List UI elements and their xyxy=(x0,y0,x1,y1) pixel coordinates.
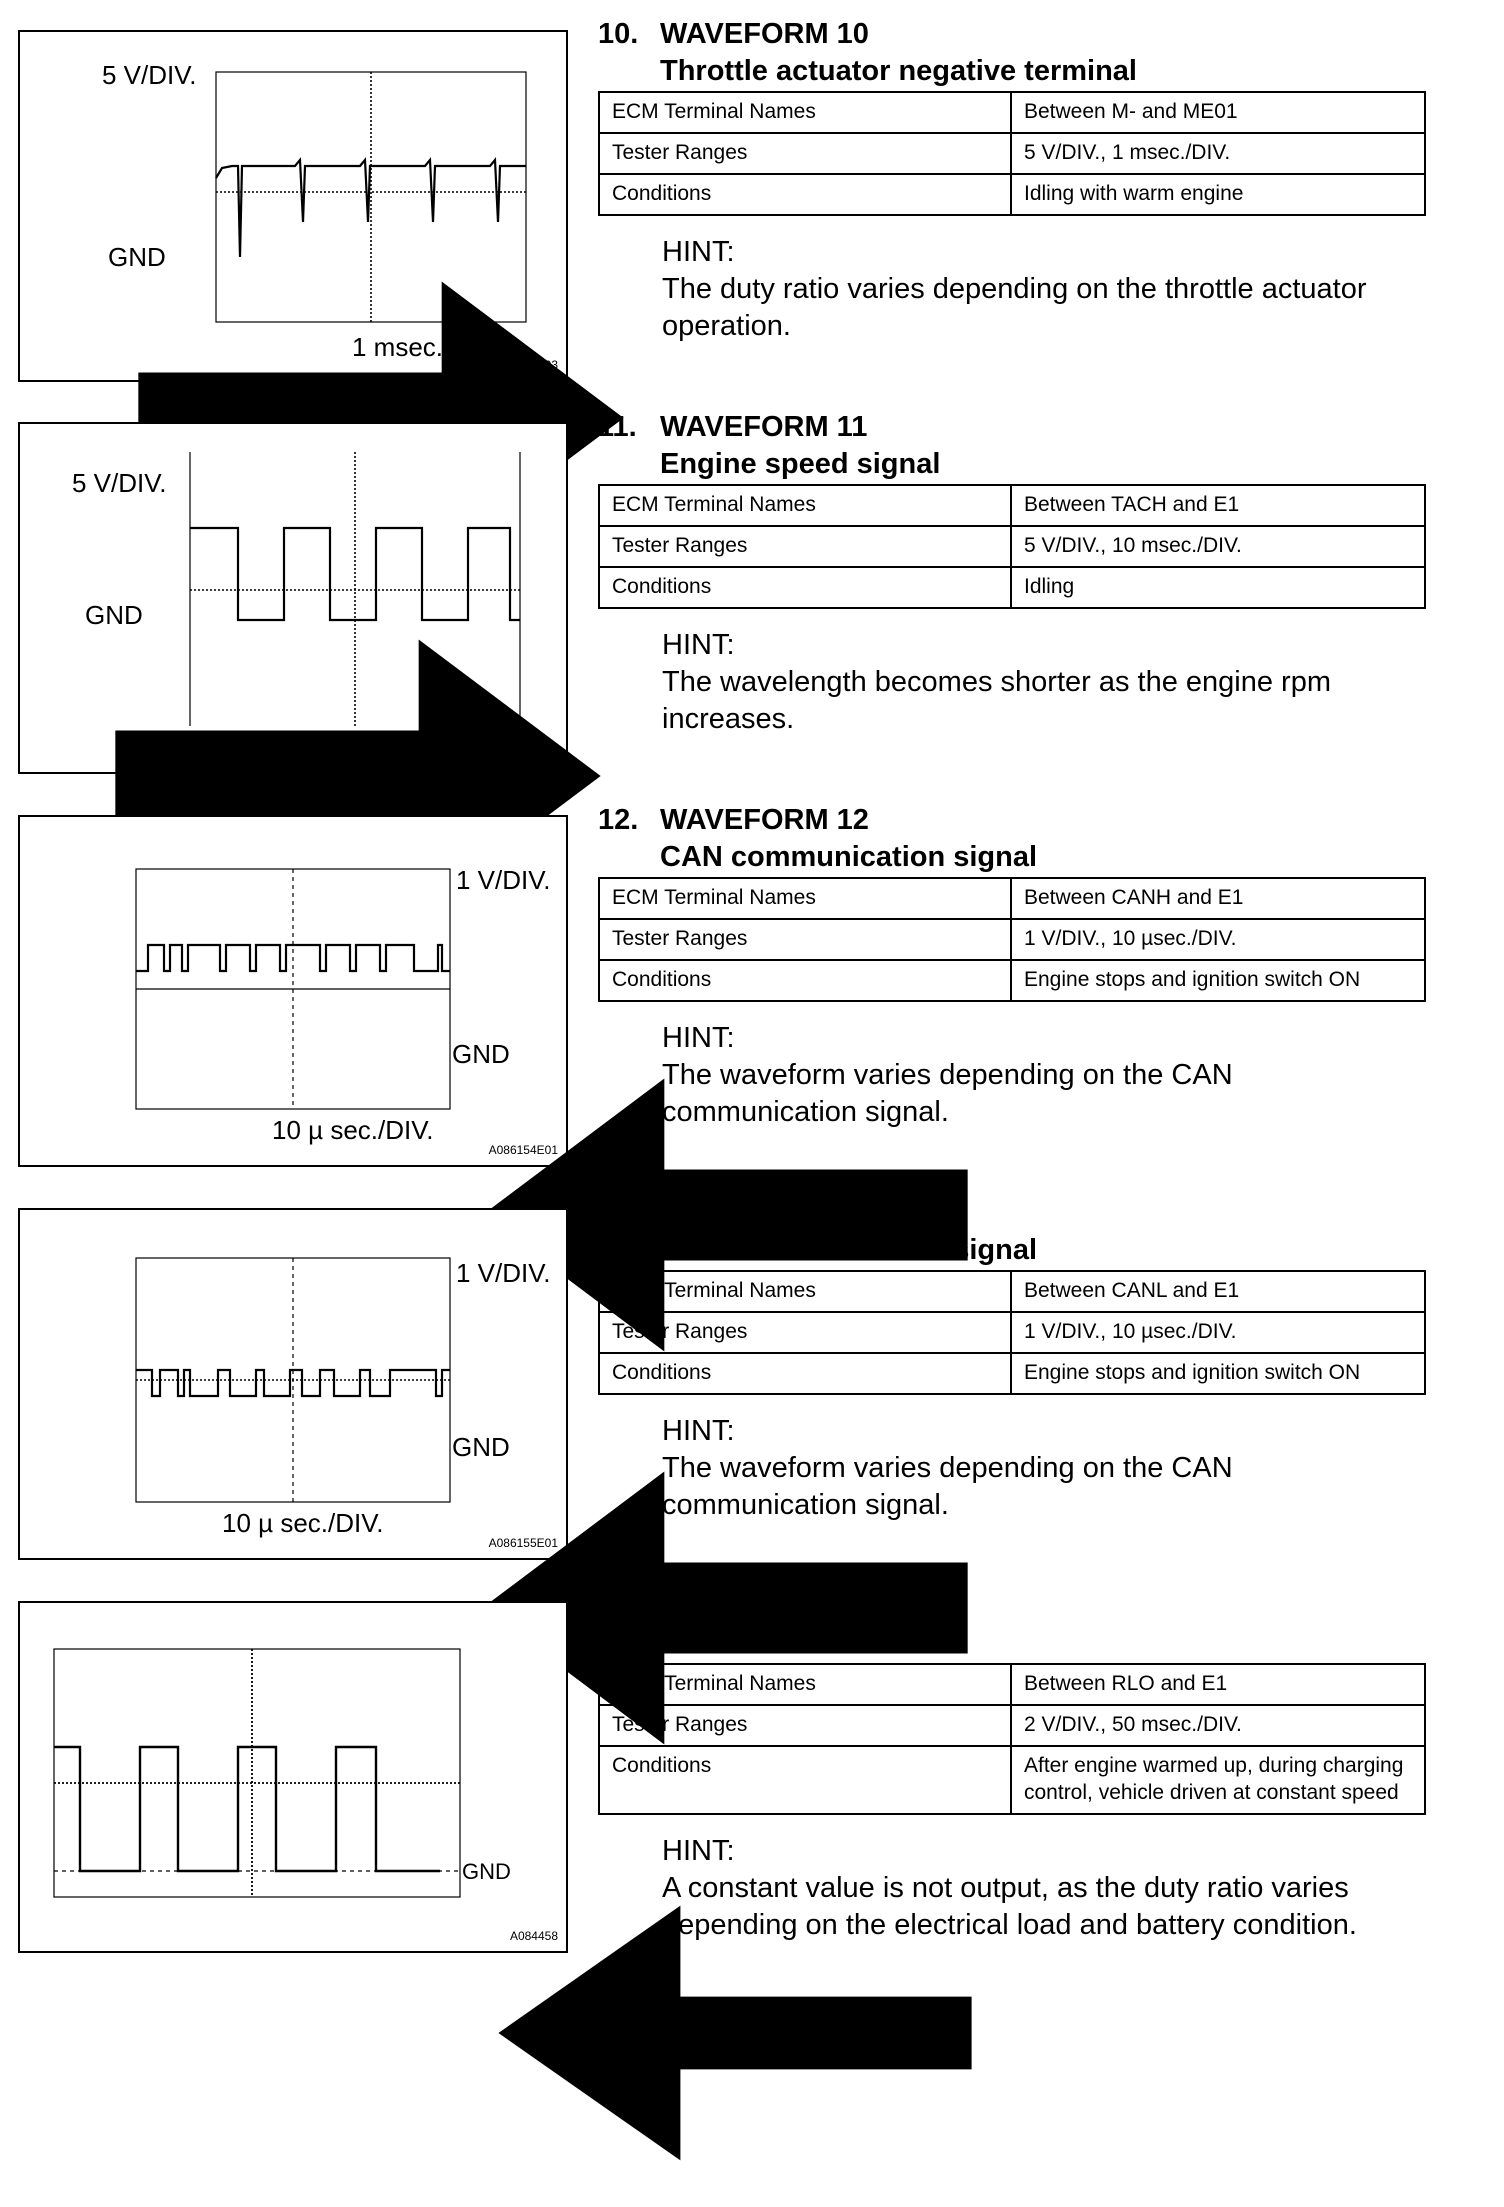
spec-table xyxy=(598,1663,1426,1815)
section-subtitle: Generator xyxy=(660,1627,799,1659)
row-label: Tester Ranges xyxy=(599,1705,1011,1746)
row-label: Conditions xyxy=(599,960,1011,1001)
waveform-11-figure xyxy=(18,422,568,774)
row-value: Between RLO and E1 xyxy=(1011,1664,1425,1705)
time-per-div-label: 10 µ sec./DIV. xyxy=(272,1115,434,1145)
figure-code: A093225E01 xyxy=(488,750,558,764)
volts-per-div-label: 5 V/DIV. xyxy=(72,468,167,498)
hint-text: The waveform varies depending on the CAN communication signal. xyxy=(662,1452,1233,1521)
section-heading xyxy=(598,16,1428,53)
row-value: Between CANL and E1 xyxy=(1011,1271,1425,1312)
spec-table xyxy=(598,484,1426,609)
row-label: Tester Ranges xyxy=(599,919,1011,960)
row-value: Idling with warm engine xyxy=(1011,174,1425,215)
hint-block xyxy=(662,1413,1428,1524)
section-title: WAVEFORM 11 xyxy=(660,411,868,443)
row-value: Idling xyxy=(1011,567,1425,608)
waveform-14-trace xyxy=(54,1747,440,1871)
row-label: Tester Ranges xyxy=(599,133,1011,174)
volts-per-div-label: 5 V/DIV. xyxy=(102,60,197,90)
spec-table xyxy=(598,1270,1426,1395)
section-subtitle: CAN communication signal xyxy=(660,1234,1038,1266)
row-value: Between M- and ME01 xyxy=(1011,92,1425,133)
gnd-label: GND xyxy=(85,600,143,630)
gnd-label: GND xyxy=(452,1039,510,1069)
time-per-div-label: 10 µ sec./DIV. xyxy=(222,1508,384,1538)
row-value: 1 V/DIV., 10 µsec./DIV. xyxy=(1011,1312,1425,1353)
section-number: 11. xyxy=(598,411,637,443)
table-row xyxy=(599,960,1425,1001)
section-subtitle: Throttle actuator negative terminal xyxy=(660,55,1137,87)
figure-code: A086154E01 xyxy=(488,1143,558,1157)
waveform-13-figure xyxy=(18,1208,568,1560)
table-row xyxy=(599,878,1425,919)
section-number: 10. xyxy=(598,18,639,50)
table-row xyxy=(599,526,1425,567)
section-number: 13. xyxy=(598,1197,639,1229)
row-value: 5 V/DIV., 10 msec./DIV. xyxy=(1011,526,1425,567)
row-label: ECM Terminal Names xyxy=(599,1664,1011,1705)
table-row xyxy=(599,1353,1425,1394)
waveform-10-figure xyxy=(18,30,568,382)
gnd-marker xyxy=(452,1434,510,1460)
row-label: ECM Terminal Names xyxy=(599,92,1011,133)
hint-block xyxy=(662,1833,1428,1944)
spec-table xyxy=(598,91,1426,216)
volts-per-div-label: 1 V/DIV. xyxy=(456,1258,551,1288)
hint-label: HINT: xyxy=(662,1022,735,1054)
section-waveform-11 xyxy=(598,409,1428,738)
hint-block xyxy=(662,234,1428,345)
row-value: Between TACH and E1 xyxy=(1011,485,1425,526)
hint-text: The wavelength becomes shorter as the engine rpm increases. xyxy=(662,666,1331,735)
table-row xyxy=(599,1664,1425,1705)
section-title: WAVEFORM 13 xyxy=(660,1197,869,1229)
table-row xyxy=(599,1705,1425,1746)
hint-block xyxy=(662,627,1428,738)
section-heading xyxy=(598,1588,1428,1625)
table-row xyxy=(599,567,1425,608)
row-label: Conditions xyxy=(599,1746,1011,1814)
table-row xyxy=(599,919,1425,960)
section-waveform-10 xyxy=(598,16,1428,345)
section-subtitle: CAN communication signal xyxy=(660,841,1038,873)
hint-block xyxy=(662,1020,1428,1131)
gnd-marker xyxy=(85,602,143,628)
section-waveform-13 xyxy=(598,1195,1428,1524)
gnd-marker xyxy=(462,1859,511,1885)
section-number: 12. xyxy=(598,804,639,836)
figure-code: A086155E01 xyxy=(488,1536,558,1550)
figure-code: A084458 xyxy=(509,1929,558,1943)
table-row xyxy=(599,133,1425,174)
gnd-label: GND xyxy=(108,242,166,272)
section-title: WAVEFORM 12 xyxy=(660,804,869,836)
gnd-label: GND xyxy=(452,1432,510,1462)
hint-label: HINT: xyxy=(662,1835,735,1867)
section-heading xyxy=(598,1195,1428,1232)
waveform-12-figure xyxy=(18,815,568,1167)
gnd-marker xyxy=(108,244,166,270)
row-label: Conditions xyxy=(599,1353,1011,1394)
table-row xyxy=(599,485,1425,526)
hint-text: A constant value is not output, as the duty ratio varies depending on the electrical load and battery condition. xyxy=(662,1872,1357,1941)
row-label: ECM Terminal Names xyxy=(599,1271,1011,1312)
section-title: WAVEFORM 14 xyxy=(660,1590,869,1622)
row-value: 2 V/DIV., 50 msec./DIV. xyxy=(1011,1705,1425,1746)
row-label: Conditions xyxy=(599,567,1011,608)
row-value: Between CANH and E1 xyxy=(1011,878,1425,919)
table-row xyxy=(599,92,1425,133)
section-number: 14. xyxy=(598,1590,639,1622)
table-row xyxy=(599,1746,1425,1814)
section-waveform-14 xyxy=(598,1588,1428,1944)
hint-text: The duty ratio varies depending on the throttle actuator operation. xyxy=(662,273,1367,342)
section-title: WAVEFORM 10 xyxy=(660,18,869,50)
row-label: Conditions xyxy=(599,174,1011,215)
section-heading xyxy=(598,802,1428,839)
row-label: Tester Ranges xyxy=(599,526,1011,567)
row-value: 1 V/DIV., 10 µsec./DIV. xyxy=(1011,919,1425,960)
row-value: 5 V/DIV., 1 msec./DIV. xyxy=(1011,133,1425,174)
row-value: After engine warmed up, during charging control, vehicle driven at constant speed xyxy=(1011,1746,1425,1814)
section-subtitle: Engine speed signal xyxy=(660,448,941,480)
section-waveform-12 xyxy=(598,802,1428,1131)
row-label: Tester Ranges xyxy=(599,1312,1011,1353)
row-label: ECM Terminal Names xyxy=(599,878,1011,919)
hint-label: HINT: xyxy=(662,1415,735,1447)
row-value: Engine stops and ignition switch ON xyxy=(1011,960,1425,1001)
section-heading xyxy=(598,409,1428,446)
hint-label: HINT: xyxy=(662,629,735,661)
row-value: Engine stops and ignition switch ON xyxy=(1011,1353,1425,1394)
time-per-div-label: 1 msec./DIV. xyxy=(352,332,499,362)
gnd-marker xyxy=(452,1041,510,1067)
time-per-div-label: 10 msec./DIV. xyxy=(270,730,431,760)
table-row xyxy=(599,1312,1425,1353)
hint-text: The waveform varies depending on the CAN communication signal. xyxy=(662,1059,1233,1128)
figure-code: A093275E03 xyxy=(488,358,558,372)
waveform-14-figure xyxy=(18,1601,568,1953)
row-label: ECM Terminal Names xyxy=(599,485,1011,526)
volts-per-div-label: 1 V/DIV. xyxy=(456,865,551,895)
hint-label: HINT: xyxy=(662,236,735,268)
spec-table xyxy=(598,877,1426,1002)
table-row xyxy=(599,1271,1425,1312)
gnd-label: GND xyxy=(462,1859,511,1884)
table-row xyxy=(599,174,1425,215)
